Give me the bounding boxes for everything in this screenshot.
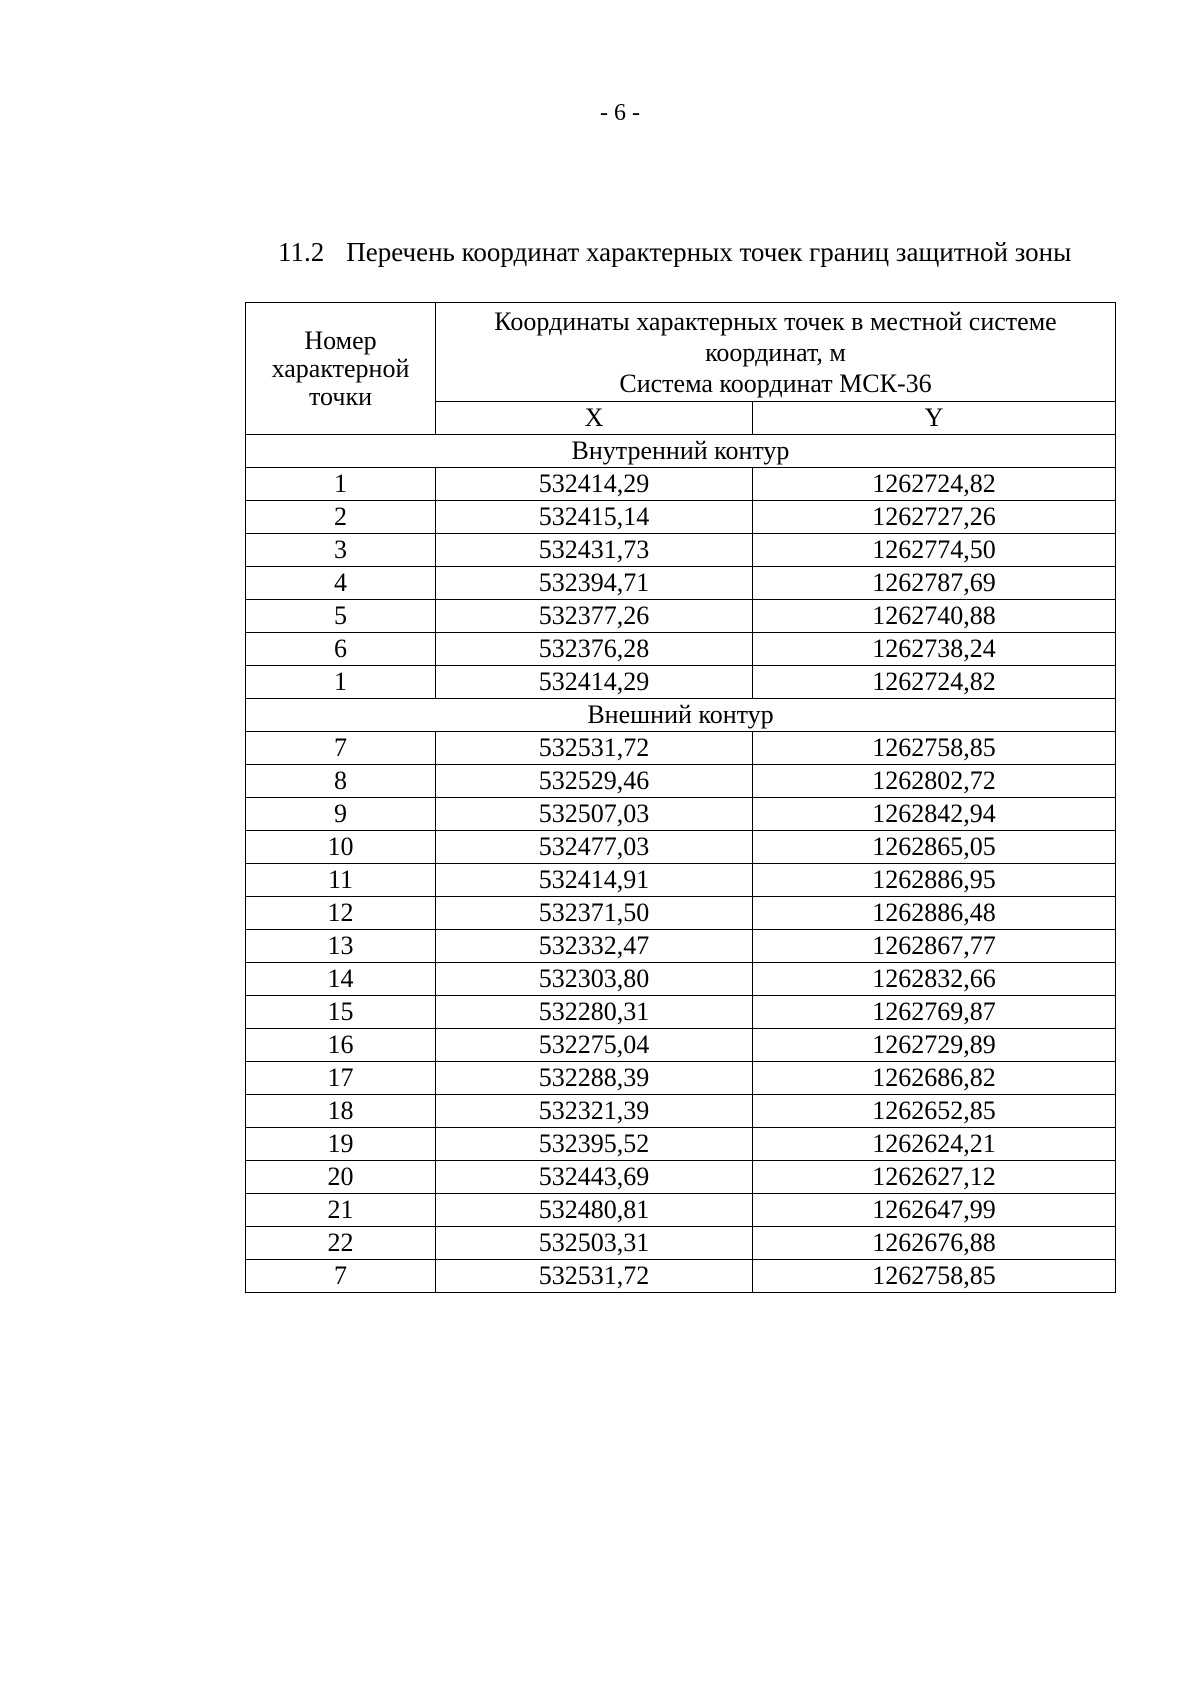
y-coordinate-cell: 1262676,88 xyxy=(753,1227,1116,1260)
point-number-cell: 7 xyxy=(246,1260,436,1293)
page-number: - 6 - xyxy=(600,100,640,126)
x-coordinate-cell: 532507,03 xyxy=(436,798,753,831)
table-row xyxy=(246,996,1116,1029)
table-row xyxy=(246,864,1116,897)
point-number-cell: 18 xyxy=(246,1095,436,1128)
point-number-cell: 2 xyxy=(246,501,436,534)
point-number-cell: 1 xyxy=(246,666,436,699)
point-number-cell: 14 xyxy=(246,963,436,996)
table-row xyxy=(246,633,1116,666)
x-coordinate-cell: 532531,72 xyxy=(436,732,753,765)
x-column-header: X xyxy=(436,402,753,435)
table-row xyxy=(246,600,1116,633)
x-coordinate-cell: 532395,52 xyxy=(436,1128,753,1161)
coordinates-table xyxy=(245,302,1116,1293)
y-coordinate-cell: 1262724,82 xyxy=(753,468,1116,501)
x-coordinate-cell: 532529,46 xyxy=(436,765,753,798)
point-number-cell: 6 xyxy=(246,633,436,666)
y-coordinate-cell: 1262652,85 xyxy=(753,1095,1116,1128)
coordinates-header-line2: Система координат МСК-36 xyxy=(619,368,932,398)
x-coordinate-cell: 532443,69 xyxy=(436,1161,753,1194)
y-coordinate-cell: 1262647,99 xyxy=(753,1194,1116,1227)
x-coordinate-cell: 532531,72 xyxy=(436,1260,753,1293)
point-number-cell: 1 xyxy=(246,468,436,501)
table-row xyxy=(246,468,1116,501)
x-coordinate-cell: 532414,91 xyxy=(436,864,753,897)
y-coordinate-cell: 1262624,21 xyxy=(753,1128,1116,1161)
y-coordinate-cell: 1262686,82 xyxy=(753,1062,1116,1095)
point-number-cell: 4 xyxy=(246,567,436,600)
x-coordinate-cell: 532503,31 xyxy=(436,1227,753,1260)
point-number-cell: 9 xyxy=(246,798,436,831)
point-number-cell: 12 xyxy=(246,897,436,930)
point-number-cell: 20 xyxy=(246,1161,436,1194)
point-number-cell: 21 xyxy=(246,1194,436,1227)
table-row xyxy=(246,732,1116,765)
point-number-cell: 11 xyxy=(246,864,436,897)
y-coordinate-cell: 1262886,48 xyxy=(753,897,1116,930)
table-row xyxy=(246,1128,1116,1161)
y-coordinate-cell: 1262627,12 xyxy=(753,1161,1116,1194)
table-body xyxy=(246,435,1116,1293)
point-number-cell: 10 xyxy=(246,831,436,864)
point-number-cell: 22 xyxy=(246,1227,436,1260)
x-coordinate-cell: 532303,80 xyxy=(436,963,753,996)
point-number-cell: 16 xyxy=(246,1029,436,1062)
coordinates-header-line1: Координаты характерных точек в местной системе координат, м xyxy=(494,306,1057,367)
y-column-header: Y xyxy=(753,402,1116,435)
table-row xyxy=(246,963,1116,996)
point-number-cell: 5 xyxy=(246,600,436,633)
x-coordinate-cell: 532275,04 xyxy=(436,1029,753,1062)
x-coordinate-cell: 532415,14 xyxy=(436,501,753,534)
point-number-cell: 3 xyxy=(246,534,436,567)
x-coordinate-cell: 532332,47 xyxy=(436,930,753,963)
y-coordinate-cell: 1262787,69 xyxy=(753,567,1116,600)
y-coordinate-cell: 1262802,72 xyxy=(753,765,1116,798)
y-coordinate-cell: 1262727,26 xyxy=(753,501,1116,534)
table-row xyxy=(246,1029,1116,1062)
coordinates-header xyxy=(436,303,1116,402)
x-coordinate-cell: 532414,29 xyxy=(436,468,753,501)
table-row xyxy=(246,765,1116,798)
x-coordinate-cell: 532480,81 xyxy=(436,1194,753,1227)
table-row xyxy=(246,1161,1116,1194)
y-coordinate-cell: 1262729,89 xyxy=(753,1029,1116,1062)
y-coordinate-cell: 1262740,88 xyxy=(753,600,1116,633)
point-number-cell: 13 xyxy=(246,930,436,963)
section-title-text: Перечень координат характерных точек границ защитной зоны xyxy=(346,237,1072,267)
x-coordinate-cell: 532414,29 xyxy=(436,666,753,699)
point-number-cell: 7 xyxy=(246,732,436,765)
group-row xyxy=(246,435,1116,468)
table-row xyxy=(246,1095,1116,1128)
table-row xyxy=(246,1260,1116,1293)
x-coordinate-cell: 532431,73 xyxy=(436,534,753,567)
y-coordinate-cell: 1262865,05 xyxy=(753,831,1116,864)
x-coordinate-cell: 532477,03 xyxy=(436,831,753,864)
table-row xyxy=(246,1227,1116,1260)
table-row xyxy=(246,930,1116,963)
x-coordinate-cell: 532280,31 xyxy=(436,996,753,1029)
x-coordinate-cell: 532394,71 xyxy=(436,567,753,600)
x-coordinate-cell: 532321,39 xyxy=(436,1095,753,1128)
group-title: Внешний контур xyxy=(246,699,1116,732)
point-number-cell: 8 xyxy=(246,765,436,798)
table-row xyxy=(246,897,1116,930)
point-number-cell: 15 xyxy=(246,996,436,1029)
y-coordinate-cell: 1262758,85 xyxy=(753,732,1116,765)
y-coordinate-cell: 1262867,77 xyxy=(753,930,1116,963)
table-row xyxy=(246,567,1116,600)
section-title xyxy=(278,237,1071,268)
table-row xyxy=(246,534,1116,567)
y-coordinate-cell: 1262769,87 xyxy=(753,996,1116,1029)
group-title: Внутренний контур xyxy=(246,435,1116,468)
y-coordinate-cell: 1262886,95 xyxy=(753,864,1116,897)
group-row xyxy=(246,699,1116,732)
y-coordinate-cell: 1262758,85 xyxy=(753,1260,1116,1293)
section-number: 11.2 xyxy=(278,237,325,267)
table-row xyxy=(246,666,1116,699)
y-coordinate-cell: 1262724,82 xyxy=(753,666,1116,699)
y-coordinate-cell: 1262842,94 xyxy=(753,798,1116,831)
point-number-header: Номер характерной точки xyxy=(246,303,436,435)
table-row xyxy=(246,798,1116,831)
table-row xyxy=(246,1062,1116,1095)
x-coordinate-cell: 532371,50 xyxy=(436,897,753,930)
table-row xyxy=(246,501,1116,534)
y-coordinate-cell: 1262738,24 xyxy=(753,633,1116,666)
y-coordinate-cell: 1262774,50 xyxy=(753,534,1116,567)
x-coordinate-cell: 532376,28 xyxy=(436,633,753,666)
table-row xyxy=(246,1194,1116,1227)
x-coordinate-cell: 532288,39 xyxy=(436,1062,753,1095)
x-coordinate-cell: 532377,26 xyxy=(436,600,753,633)
point-number-cell: 19 xyxy=(246,1128,436,1161)
table-row xyxy=(246,831,1116,864)
y-coordinate-cell: 1262832,66 xyxy=(753,963,1116,996)
point-number-cell: 17 xyxy=(246,1062,436,1095)
